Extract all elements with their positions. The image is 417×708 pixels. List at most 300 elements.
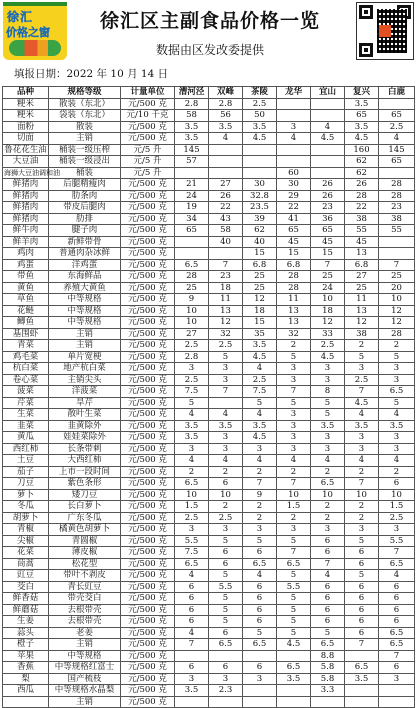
price-cell: 7 — [379, 259, 415, 271]
spec-cell: 长白萝卜 — [49, 501, 121, 513]
price-cell: 7 — [311, 259, 345, 271]
price-cell — [379, 236, 415, 248]
price-cell: 6 — [311, 535, 345, 547]
price-cell: 26 — [311, 179, 345, 191]
table-row — [3, 179, 415, 191]
product-name-cell: 冬瓜 — [3, 501, 49, 513]
price-cell: 145 — [379, 144, 415, 156]
table-row — [3, 512, 415, 524]
price-cell: 22 — [345, 202, 379, 214]
spec-cell: 养殖大黄鱼 — [49, 282, 121, 294]
price-cell: 24 — [311, 282, 345, 294]
price-cell: 6 — [345, 616, 379, 628]
spec-cell: 主销 — [49, 696, 121, 708]
price-cell: 3 — [209, 363, 243, 375]
price-cell — [243, 685, 277, 697]
price-cell — [175, 236, 209, 248]
spec-cell: 散叶生菜 — [49, 409, 121, 421]
price-cell: 4 — [243, 409, 277, 421]
price-cell: 32.8 — [243, 190, 277, 202]
table-row — [3, 673, 415, 685]
spec-cell: 橘黄色胡萝卜 — [49, 524, 121, 536]
table-row — [3, 662, 415, 674]
product-name-cell: 面粉 — [3, 121, 49, 133]
price-cell: 3.5 — [175, 685, 209, 697]
price-cell: 1.5 — [175, 501, 209, 513]
price-cell — [175, 248, 209, 260]
price-cell: 6 — [209, 547, 243, 559]
price-cell: 3 — [345, 524, 379, 536]
price-cell: 6 — [311, 581, 345, 593]
price-cell: 57 — [175, 156, 209, 168]
price-cell: 6 — [243, 547, 277, 559]
price-cell: 6 — [175, 604, 209, 616]
unit-cell: 元/500 克 — [121, 593, 175, 605]
spec-cell: 中等规格 — [49, 650, 121, 662]
price-cell: 25 — [243, 282, 277, 294]
price-cell: 33 — [311, 328, 345, 340]
price-cell: 4 — [311, 121, 345, 133]
column-header: 白鹿 — [379, 87, 415, 99]
price-cell: 7 — [277, 547, 311, 559]
price-cell: 2 — [311, 501, 345, 513]
table-row — [3, 305, 415, 317]
price-cell: 6 — [311, 616, 345, 628]
qr-finder-top-left — [359, 5, 373, 19]
price-cell: 6 — [345, 627, 379, 639]
unit-cell: 元/500 克 — [121, 466, 175, 478]
unit-cell: 元/500 克 — [121, 501, 175, 513]
price-cell: 10 — [175, 489, 209, 501]
price-cell: 55 — [345, 225, 379, 237]
spec-cell: 肋排 — [49, 213, 121, 225]
price-cell: 3 — [277, 121, 311, 133]
price-cell: 28 — [277, 282, 311, 294]
price-cell: 10 — [379, 489, 415, 501]
price-cell — [243, 156, 277, 168]
price-cell: 2.5 — [209, 340, 243, 352]
price-cell: 5 — [175, 397, 209, 409]
price-cell: 3 — [345, 432, 379, 444]
price-cell: 11 — [209, 294, 243, 306]
product-name-cell: 黄鱼 — [3, 282, 49, 294]
price-cell — [379, 685, 415, 697]
unit-cell: 元/500 克 — [121, 202, 175, 214]
product-name-cell: 切面 — [3, 133, 49, 145]
price-cell: 28 — [175, 271, 209, 283]
price-cell: 5 — [277, 593, 311, 605]
price-cell — [379, 98, 415, 110]
price-cell: 3.5 — [175, 432, 209, 444]
table-row — [3, 558, 415, 570]
price-cell: 15 — [311, 248, 345, 260]
price-cell: 65 — [277, 225, 311, 237]
table-row — [3, 639, 415, 651]
price-cell: 2 — [379, 466, 415, 478]
price-cell: 6 — [345, 593, 379, 605]
unit-cell: 元/500 克 — [121, 328, 175, 340]
price-cell: 45 — [345, 236, 379, 248]
spec-cell: 青圆椒 — [49, 535, 121, 547]
price-cell: 3.5 — [209, 420, 243, 432]
price-cell: 3 — [209, 443, 243, 455]
price-cell: 5 — [311, 409, 345, 421]
unit-cell: 元/5 升 — [121, 156, 175, 168]
product-name-cell: 菠菜 — [3, 386, 49, 398]
product-name-cell: 生菜 — [3, 409, 49, 421]
unit-cell: 元/500 克 — [121, 570, 175, 582]
qr-code — [356, 2, 414, 60]
table-row — [3, 271, 415, 283]
price-cell: 6.8 — [243, 259, 277, 271]
price-cell: 5.5 — [277, 581, 311, 593]
spec-cell: 单片宽梗 — [49, 351, 121, 363]
product-name-cell: 尖椒 — [3, 535, 49, 547]
price-cell: 6 — [243, 581, 277, 593]
spec-cell: 腱子肉 — [49, 225, 121, 237]
price-cell: 18 — [311, 305, 345, 317]
price-cell: 3 — [345, 363, 379, 375]
product-name-cell: 西瓜 — [3, 685, 49, 697]
price-cell: 6 — [379, 581, 415, 593]
product-name-cell: 鸡蛋 — [3, 259, 49, 271]
price-cell — [243, 650, 277, 662]
price-cell: 3 — [277, 363, 311, 375]
column-header: 漕河泾 — [175, 87, 209, 99]
price-cell: 36 — [311, 213, 345, 225]
table-row — [3, 593, 415, 605]
table-row — [3, 328, 415, 340]
price-cell: 3.5 — [209, 121, 243, 133]
price-cell: 6.5 — [243, 639, 277, 651]
price-cell — [379, 248, 415, 260]
price-cell: 3 — [379, 443, 415, 455]
price-cell — [209, 156, 243, 168]
price-cell: 3 — [209, 524, 243, 536]
spec-cell: 紫色条形 — [49, 478, 121, 490]
price-cell: 43 — [209, 213, 243, 225]
spec-cell: 中等规格 — [49, 305, 121, 317]
table-header-row — [3, 87, 415, 99]
price-cell: 6 — [379, 616, 415, 628]
price-cell: 4.5 — [243, 133, 277, 145]
table-row — [3, 627, 415, 639]
product-name-cell: 青椒 — [3, 524, 49, 536]
unit-cell: 元/500 克 — [121, 639, 175, 651]
product-name-cell: 苹果 — [3, 650, 49, 662]
price-cell: 4 — [209, 133, 243, 145]
price-cell: 5 — [345, 570, 379, 582]
price-cell: 3 — [175, 363, 209, 375]
price-cell: 4 — [175, 455, 209, 467]
price-cell: 3 — [379, 363, 415, 375]
table-row — [3, 282, 415, 294]
spec-cell: 去根带壳 — [49, 616, 121, 628]
unit-cell: 元/500 克 — [121, 662, 175, 674]
price-cell: 5 — [311, 397, 345, 409]
unit-cell: 元/500 克 — [121, 420, 175, 432]
price-cell: 3 — [243, 673, 277, 685]
price-cell: 15 — [243, 248, 277, 260]
price-cell: 2.5 — [345, 374, 379, 386]
price-cell — [243, 167, 277, 179]
price-cell: 45 — [277, 236, 311, 248]
price-cell: 28 — [345, 190, 379, 202]
product-name-cell: 鲁花花生油 — [4, 144, 47, 155]
price-cell: 55 — [379, 225, 415, 237]
price-cell: 5 — [209, 570, 243, 582]
price-cell: 25 — [345, 282, 379, 294]
price-cell: 9 — [243, 489, 277, 501]
price-cell: 3 — [175, 524, 209, 536]
product-name-cell: 鸡肉 — [3, 248, 49, 260]
table-row — [3, 236, 415, 248]
price-cell: 2.8 — [175, 351, 209, 363]
price-cell: 5 — [277, 351, 311, 363]
column-header: 宜山 — [311, 87, 345, 99]
price-cell: 5 — [345, 351, 379, 363]
price-cell: 2.5 — [379, 512, 415, 524]
price-cell: 32 — [209, 328, 243, 340]
report-date: 填报日期：2022 年 10 月 14 日 — [14, 68, 169, 80]
price-cell: 50 — [243, 110, 277, 122]
table-row — [3, 317, 415, 329]
spec-cell: 中等规格水晶梨 — [49, 685, 121, 697]
price-cell: 12 — [311, 317, 345, 329]
unit-cell: 元/500 克 — [121, 685, 175, 697]
price-cell: 2.8 — [209, 98, 243, 110]
spec-cell: 旱芹 — [49, 397, 121, 409]
price-cell — [277, 685, 311, 697]
price-cell: 4.5 — [311, 351, 345, 363]
price-cell: 4 — [209, 455, 243, 467]
price-cell — [277, 110, 311, 122]
spec-cell: 带叶不剥皮 — [49, 570, 121, 582]
price-cell: 3 — [243, 524, 277, 536]
product-name-cell: 生姜 — [3, 616, 49, 628]
unit-cell: 元/500 克 — [121, 179, 175, 191]
price-cell: 4 — [379, 133, 415, 145]
table-row — [3, 604, 415, 616]
price-cell: 2 — [379, 340, 415, 352]
unit-cell: 元/500 克 — [121, 317, 175, 329]
spec-cell: 主销 — [49, 340, 121, 352]
price-cell: 2.5 — [311, 340, 345, 352]
price-cell: 4 — [175, 570, 209, 582]
logo-line2: 价格之窗 — [6, 26, 50, 39]
price-cell: 10 — [311, 294, 345, 306]
price-cell: 6 — [379, 478, 415, 490]
price-cell: 7 — [175, 639, 209, 651]
spec-cell: 地产杭白菜 — [49, 363, 121, 375]
spec-cell: 东海鲜品 — [49, 271, 121, 283]
column-header: 龙华 — [277, 87, 311, 99]
product-name-cell: 刀豆 — [3, 478, 49, 490]
unit-cell: 元/5 升 — [121, 167, 175, 179]
price-cell — [345, 696, 379, 708]
price-cell: 6.5 — [379, 627, 415, 639]
logo-vegetables-graphic — [9, 40, 61, 56]
page-subtitle: 数据由区发改委提供 — [155, 43, 264, 57]
table-row — [3, 685, 415, 697]
price-cell: 23 — [379, 202, 415, 214]
price-cell: 6.5 — [311, 639, 345, 651]
price-cell: 2 — [277, 466, 311, 478]
price-cell: 12 — [379, 317, 415, 329]
price-cell: 25 — [379, 271, 415, 283]
price-cell: 6 — [175, 593, 209, 605]
price-cell: 6.8 — [277, 259, 311, 271]
price-cell: 23.5 — [243, 202, 277, 214]
price-cell — [277, 144, 311, 156]
price-cell: 2 — [277, 512, 311, 524]
column-header: 双峰 — [209, 87, 243, 99]
unit-cell: 元/500 克 — [121, 259, 175, 271]
price-cell: 3 — [175, 673, 209, 685]
price-cell: 6 — [175, 662, 209, 674]
unit-cell: 元/500 克 — [121, 98, 175, 110]
price-cell: 3 — [243, 443, 277, 455]
price-cell: 6 — [175, 581, 209, 593]
price-cell: 6.5 — [311, 478, 345, 490]
price-cell: 10 — [277, 489, 311, 501]
price-cell: 2 — [243, 501, 277, 513]
spec-cell: 薄皮椒 — [49, 547, 121, 559]
spec-cell: 青长豇豆 — [49, 581, 121, 593]
price-cell: 4 — [345, 409, 379, 421]
price-cell: 5 — [277, 570, 311, 582]
price-cell: 1.5 — [277, 501, 311, 513]
table-row — [3, 455, 415, 467]
price-cell: 25 — [243, 271, 277, 283]
price-cell: 4 — [345, 455, 379, 467]
product-name-cell: 鲜猪肉 — [3, 213, 49, 225]
column-header: 计量单位 — [121, 87, 175, 99]
unit-cell: 元/500 克 — [121, 374, 175, 386]
product-name-cell: 芹菜 — [3, 397, 49, 409]
price-cell: 10 — [209, 489, 243, 501]
price-cell — [311, 696, 345, 708]
price-cell: 5 — [311, 627, 345, 639]
price-cell: 6.5 — [175, 259, 209, 271]
table-row — [3, 478, 415, 490]
price-cell: 18 — [209, 282, 243, 294]
unit-cell: 元/500 克 — [121, 133, 175, 145]
unit-cell: 元/500 克 — [121, 305, 175, 317]
price-cell: 5.5 — [379, 535, 415, 547]
price-cell: 3 — [209, 374, 243, 386]
price-cell: 28 — [379, 179, 415, 191]
price-cell: 58 — [175, 110, 209, 122]
spec-cell: 主销 — [49, 639, 121, 651]
price-cell — [345, 650, 379, 662]
price-cell: 6 — [311, 604, 345, 616]
unit-cell: 元/500 克 — [121, 524, 175, 536]
price-cell: 2.5 — [243, 374, 277, 386]
price-cell: 25 — [175, 282, 209, 294]
price-cell: 65 — [345, 110, 379, 122]
price-cell: 6.5 — [379, 386, 415, 398]
price-cell: 13 — [277, 305, 311, 317]
price-cell: 3 — [311, 374, 345, 386]
table-row — [3, 581, 415, 593]
price-cell: 40 — [209, 236, 243, 248]
price-cell: 30 — [277, 179, 311, 191]
table-row — [3, 650, 415, 662]
spec-cell: 散装 — [49, 121, 121, 133]
spec-cell: 韭黄除外 — [49, 420, 121, 432]
price-cell: 4 — [311, 455, 345, 467]
price-cell: 7 — [379, 547, 415, 559]
table-body — [3, 98, 415, 708]
unit-cell: 元/500 克 — [121, 455, 175, 467]
product-name-cell: 茄子 — [3, 466, 49, 478]
unit-cell: 元/500 克 — [121, 673, 175, 685]
price-cell: 5 — [209, 351, 243, 363]
price-cell: 7.5 — [243, 386, 277, 398]
price-cell: 3.5 — [243, 340, 277, 352]
table-row — [3, 110, 415, 122]
price-cell: 160 — [345, 144, 379, 156]
price-cell: 145 — [175, 144, 209, 156]
price-cell: 7 — [243, 478, 277, 490]
price-cell: 5 — [277, 627, 311, 639]
price-cell: 34 — [175, 213, 209, 225]
table-row — [3, 397, 415, 409]
qr-center-logo — [379, 25, 391, 37]
table-row — [3, 351, 415, 363]
spec-cell: 袋装（东北） — [49, 110, 121, 122]
unit-cell: 元/500 克 — [121, 696, 175, 708]
price-cell: 6.5 — [379, 558, 415, 570]
price-cell: 10 — [175, 317, 209, 329]
spec-cell: 主销尖头 — [49, 374, 121, 386]
price-cell: 19 — [175, 202, 209, 214]
spec-cell: 中等规格 — [49, 317, 121, 329]
product-name-cell: 花菜 — [3, 547, 49, 559]
price-cell: 6 — [345, 558, 379, 570]
price-cell: 7 — [379, 650, 415, 662]
price-cell: 4 — [243, 363, 277, 375]
logo-top-stripe — [3, 2, 67, 6]
spec-cell: 去根带壳 — [49, 604, 121, 616]
price-table — [2, 86, 415, 708]
price-cell: 1.5 — [379, 501, 415, 513]
product-name-cell: 大豆油 — [3, 156, 49, 168]
price-cell: 26 — [209, 190, 243, 202]
spec-cell: 主销 — [49, 133, 121, 145]
unit-cell: 元/500 克 — [121, 351, 175, 363]
price-cell — [277, 696, 311, 708]
price-cell: 5 — [277, 535, 311, 547]
unit-cell: 元/500 克 — [121, 190, 175, 202]
unit-cell: 元/500 克 — [121, 650, 175, 662]
price-cell: 5 — [209, 616, 243, 628]
price-cell: 30 — [243, 179, 277, 191]
unit-cell: 元/500 克 — [121, 616, 175, 628]
price-cell: 5.8 — [311, 662, 345, 674]
price-cell: 7 — [277, 478, 311, 490]
price-cell: 3 — [277, 432, 311, 444]
price-cell: 38 — [345, 213, 379, 225]
price-cell: 10 — [379, 294, 415, 306]
spec-cell: 带壳茭白 — [49, 593, 121, 605]
price-cell: 3 — [345, 443, 379, 455]
price-cell: 27 — [175, 328, 209, 340]
product-name-cell: 萝卜 — [3, 489, 49, 501]
price-cell: 3 — [277, 524, 311, 536]
product-name-cell: 基围虾 — [3, 328, 49, 340]
